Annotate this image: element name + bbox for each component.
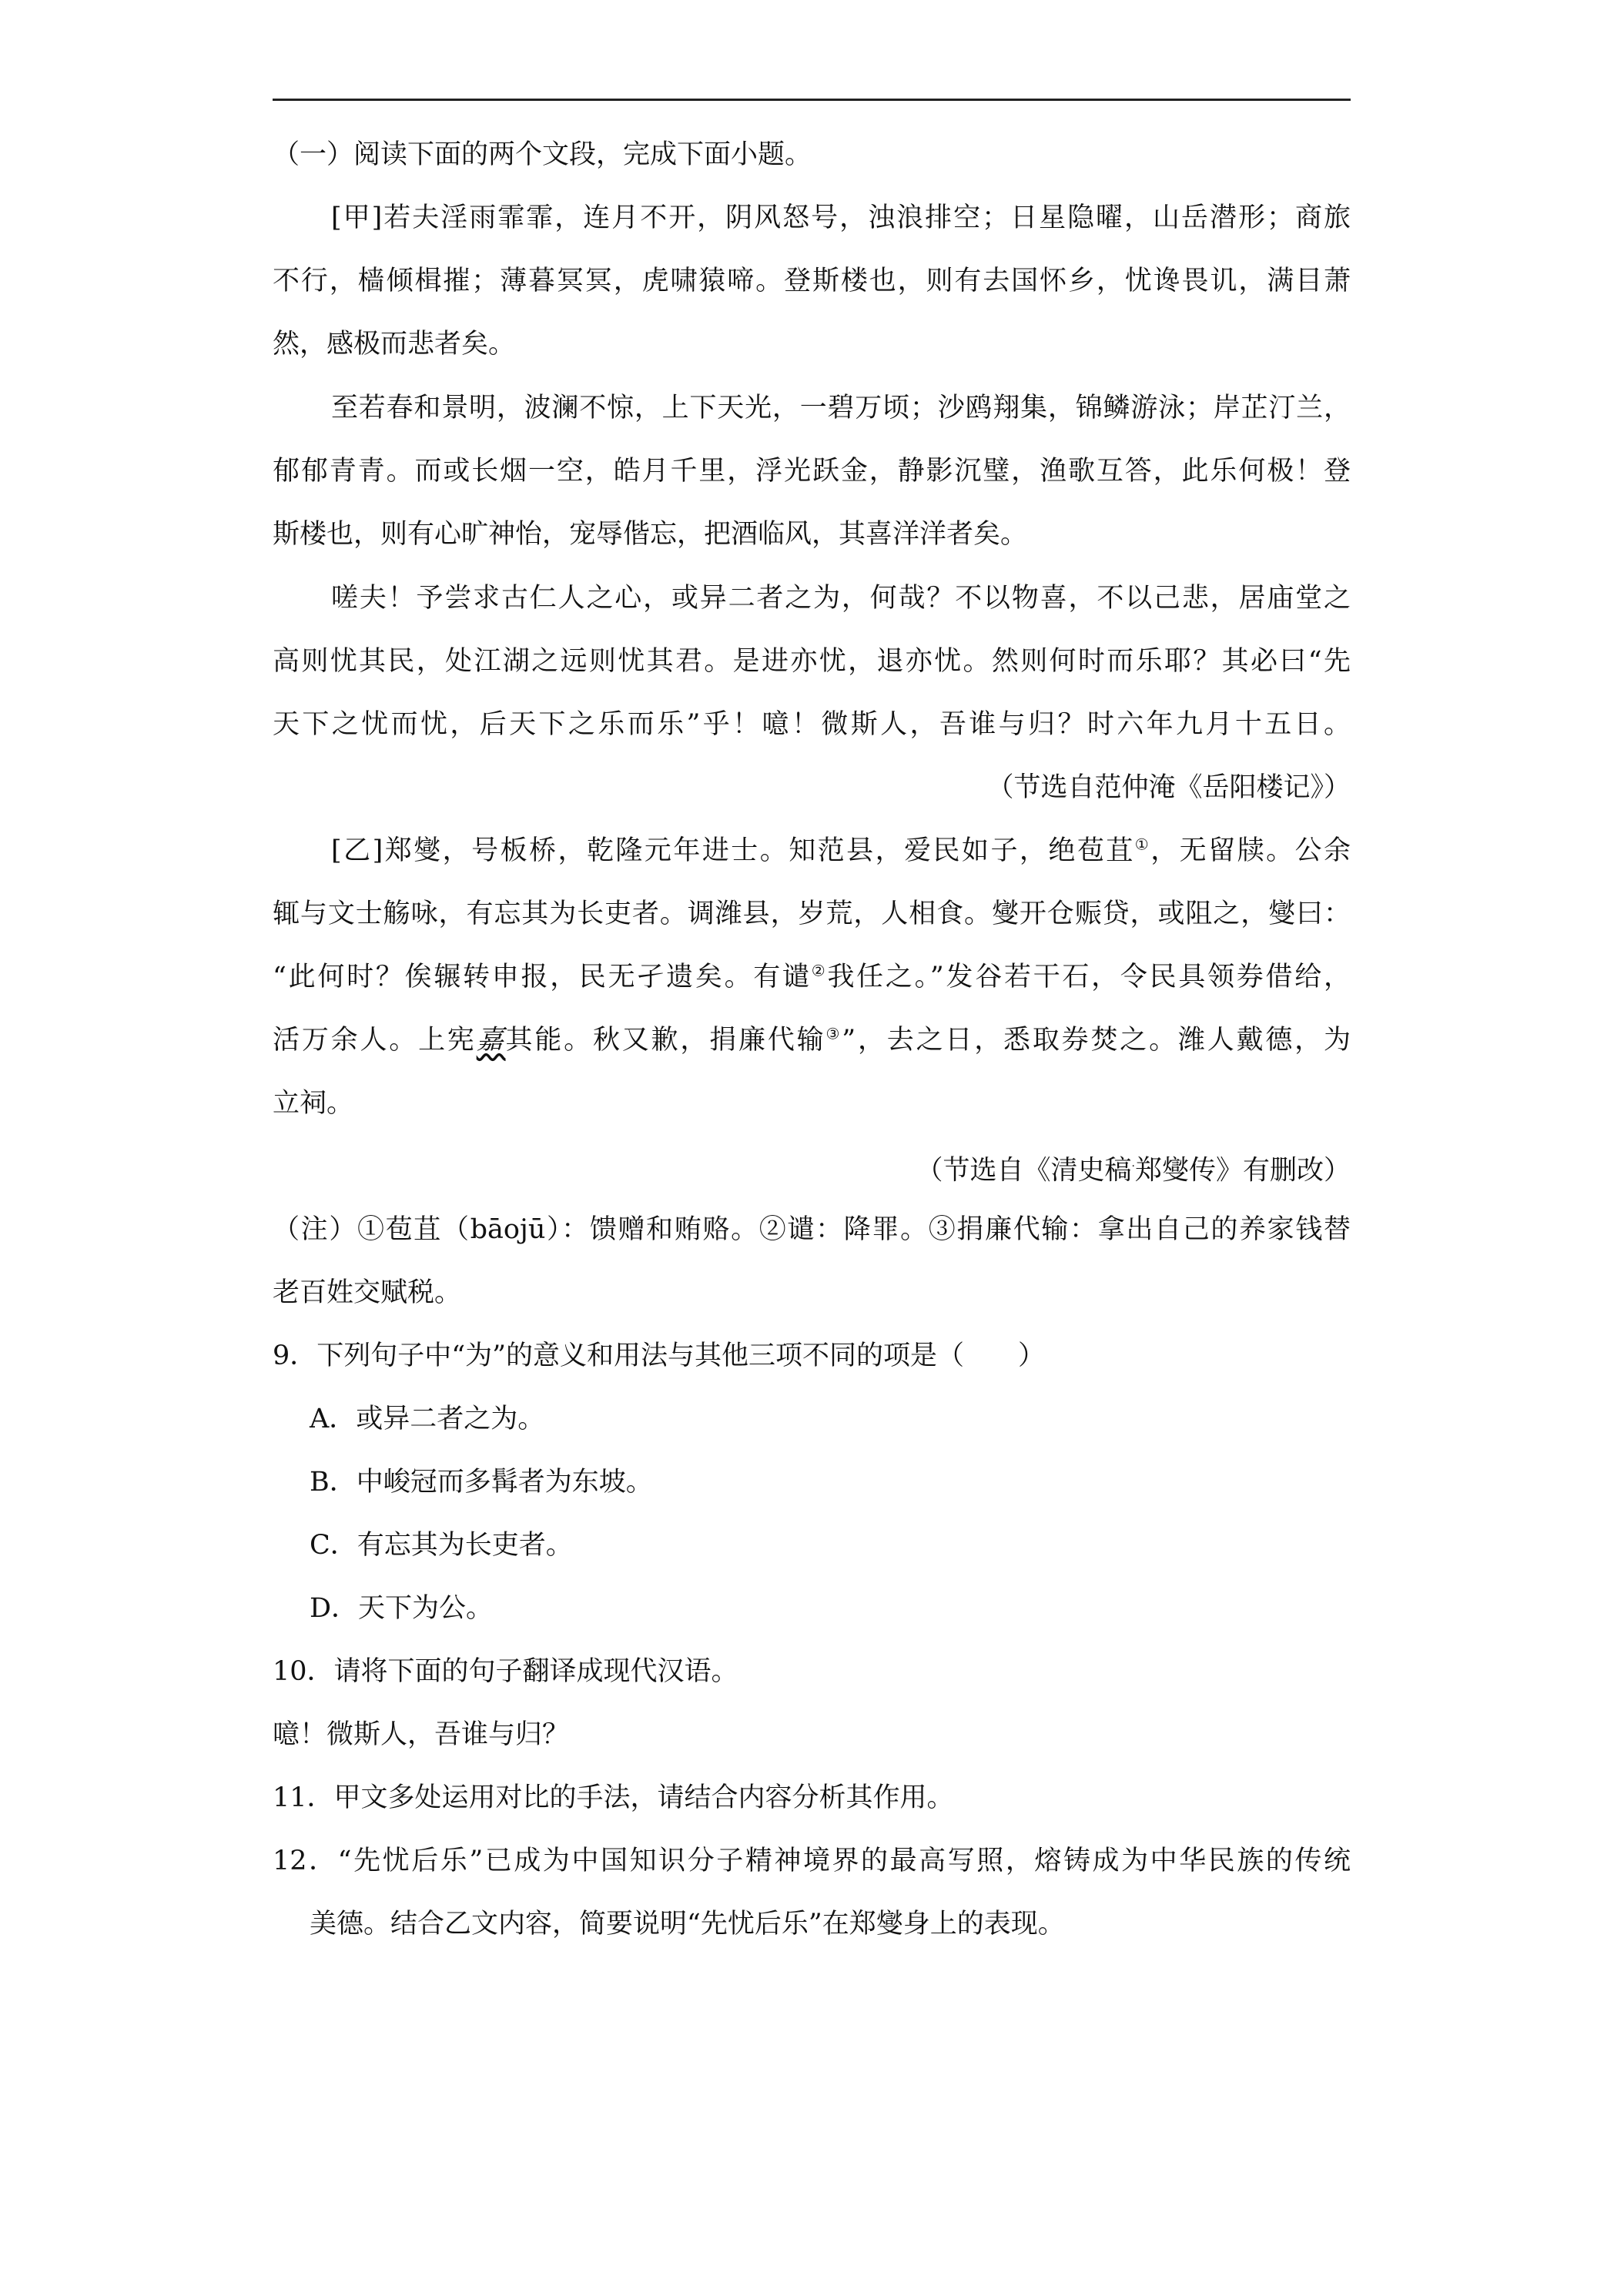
underlined-word: 嘉 (476, 1025, 506, 1056)
passage-yi-line: 活万余人。上宪嘉其能。秋又歉，捐廉代输③”，去之日，悉取券焚之。潍人戴德，为 (273, 1024, 1351, 1056)
passage-yi-line: 立祠。 (273, 1088, 354, 1119)
question-9: 9．下列句子中“为”的意义和用法与其他三项不同的项是（ ） (273, 1340, 1046, 1371)
notes-line: （注）①苞苴（bāojū）：馈赠和贿赂。②谴：降罪。③捐廉代输：拿出自己的养家钱替 (273, 1214, 1351, 1245)
passage-jia-line: 不行，樯倾楫摧；薄暮冥冥，虎啸猿啼。登斯楼也，则有去国怀乡，忧谗畏讥，满目萧 (273, 266, 1351, 296)
passage-jia-line: 嗟夫！予尝求古仁人之心，或异二者之为，何哉？不以物喜，不以己悲，居庙堂之 (331, 583, 1351, 614)
header-rule (273, 99, 1351, 101)
passage-yi-source: （节选自《清史稿·郑燮传》有删改） (916, 1155, 1351, 1186)
question-11: 11．甲文多处运用对比的手法，请结合内容分析其作用。 (273, 1782, 954, 1813)
question-9-option-d: D．天下为公。 (310, 1593, 494, 1624)
passage-jia-line: 斯楼也，则有心旷神怡，宠辱偕忘，把酒临风，其喜洋洋者矣。 (273, 519, 1028, 550)
passage-yi-line: 辄与文士觞咏，有忘其为长吏者。调潍县，岁荒，人相食。燮开仓赈贷，或阻之，燮曰： (273, 899, 1351, 929)
passage-jia-line: 然，感极而悲者矣。 (273, 329, 516, 360)
passage-yi-line: [乙]郑燮，号板桥，乾隆元年进士。知范县，爱民如子，绝苞苴①，无留牍。公余 (331, 835, 1351, 866)
question-10: 10．请将下面的句子翻译成现代汉语。 (273, 1656, 738, 1687)
passage-jia-source: （节选自范仲淹《岳阳楼记》） (986, 772, 1351, 803)
passage-jia-line: 郁郁青青。而或长烟一空，皓月千里，浮光跃金，静影沉璧，渔歌互答，此乐何极！登 (273, 456, 1351, 487)
question-12-continued: 美德。结合乙文内容，简要说明“先忧后乐”在郑燮身上的表现。 (310, 1909, 1065, 1940)
question-10-sentence: 噫！微斯人，吾谁与归？ (273, 1719, 570, 1750)
notes-line: 老百姓交赋税。 (273, 1277, 462, 1308)
passage-jia-line: 至若春和景明，波澜不惊，上下天光，一碧万顷；沙鸥翔集，锦鳞游泳；岸芷汀兰， (331, 393, 1351, 423)
passage-yi-line: “此何时？俟辗转申报，民无孑遗矣。有谴②我任之。”发谷若干石，令民具领券借给， (273, 961, 1351, 992)
passage-jia-line: [甲]若夫淫雨霏霏，连月不开，阴风怒号，浊浪排空；日星隐曜，山岳潜形；商旅 (331, 202, 1351, 233)
section-heading: （一）阅读下面的两个文段，完成下面小题。 (273, 139, 812, 170)
question-9-option-a: A．或异二者之为。 (310, 1404, 545, 1434)
question-9-option-c: C．有忘其为长吏者。 (310, 1530, 573, 1561)
passage-jia-line: 高则忧其民，处江湖之远则忧其君。是进亦忧，退亦忧。然则何时而乐耶？其必曰“先 (273, 646, 1351, 677)
question-9-option-b: B．中峻冠而多髯者为东坡。 (310, 1467, 653, 1498)
question-12: 12．“先忧后乐”已成为中国知识分子精神境界的最高写照，熔铸成为中华民族的传统 (273, 1846, 1351, 1876)
passage-jia-line: 天下之忧而忧，后天下之乐而乐”乎！噫！微斯人，吾谁与归？时六年九月十五日。 (273, 709, 1351, 740)
